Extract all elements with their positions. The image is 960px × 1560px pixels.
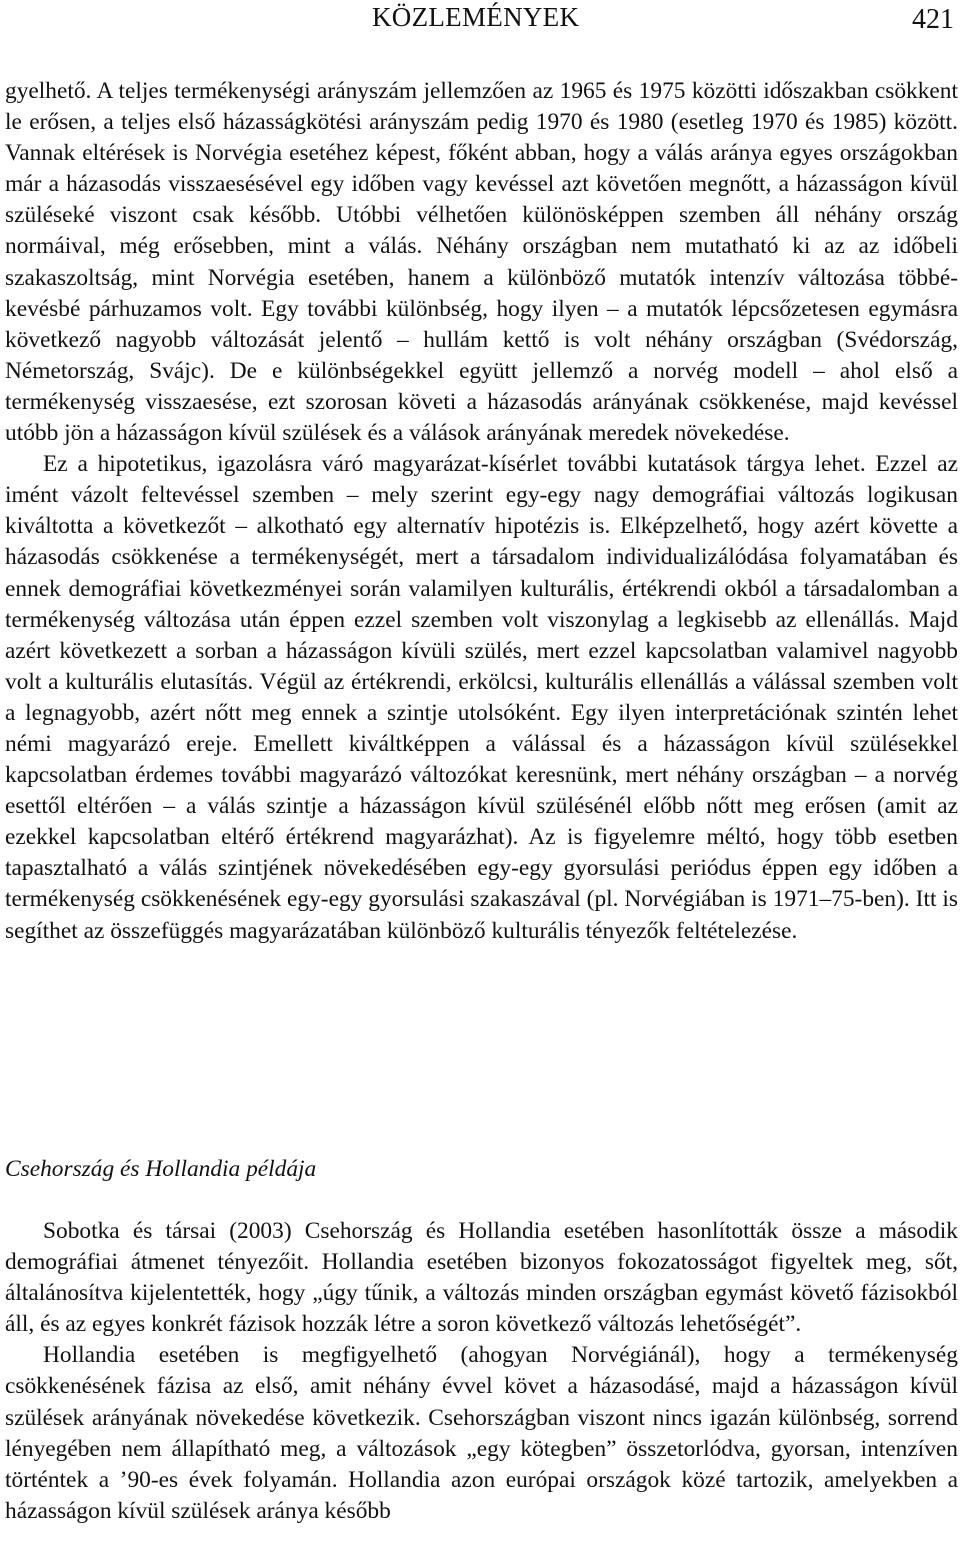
paragraph-sobotka: Sobotka és társai (2003) Csehország és Hollandia esetében hasonlították össze a második demográfiai átmenet tényezőit. Hollandia esetében bizonyos fokozatosságot figyeltek meg, sőt, általánosítva kijelentették, hogy „úgy tűnik, a változás minden országban egymást követő fázisokból áll, és az egyes konkrét fázisok hozzák létre a soron következő változás lehetőségét”.: [5, 1218, 958, 1338]
paragraph-hollandia: Hollandia esetében is megfigyelhető (ahogyan Norvégiánál), hogy a termékenység csökkenésének fázisa az első, amit néhány évvel követ a házasodásé, majd a házasságon kívül szülések arányának növekedése következik. Csehországban viszont nincs igazán különbség, sorrend lényegében nem állapítható meg, a változások „egy kötegben” összetorlódva, gyorsan, intenzíven történtek a ’90-es évek folyamán. Hollandia azon európai országok közé tartozik, amelyekben a házasságon kívül szülések aránya később: [5, 1342, 958, 1524]
running-title: KÖZLEMÉNYEK: [372, 2, 580, 32]
running-header: [0, 0, 960, 40]
body-text-part1: [5, 76, 958, 947]
body-text-part2: [5, 1216, 958, 1527]
paragraph-hypothesis: Ez a hipotetikus, igazolásra váró magyarázat-kísérlet további kutatások tárgya lehet. Ezzel az imént vázolt feltevéssel szemben – mely szerint egy-egy nagy demográfiai változás logikusan kiváltotta a következőt – alkotható egy alternatív hipotézis is. Elképzelhető, hogy azért követte a házasodás csökkenése a termékenységét, mert a társadalom individualizálódása folyamatában és ennek demográfiai következményei során valamilyen kulturális, értékrendi okból a társadalomban a termékenység változása után éppen ezzel szemben volt viszonylag a legkisebb az ellenállás. Majd azért következett a sorban a házasságon kívüli szülés, mert ezzel kapcsolatban valamivel nagyobb volt a kulturális elutasítás. Végül az értékrendi, erkölcsi, kulturális ellenállás a válással szemben volt a legnagyobb, azért nőtt meg ennek a szintje utolsóként. Egy ilyen interpretációnak szintén lehet némi magyarázó ereje. Emellett kiváltképpen a válással és a házasságon kívül szülésekkel kapcsolatban érdemes további magyarázó változókat keresnünk, mert néhány országban – a norvég esettől eltérően – a válás szintje a házasságon kívül szülésénél előbb nőtt meg erősen (amit az ezekkel kapcsolatban eltérő értékrend magyarázhat). Az is figyelemre méltó, hogy több esetben tapasztalható a válás szintjének növekedésében egy-egy gyorsulási periódus éppen egy időben a termékenység csökkenésének egy-egy gyorsulási szakaszával (pl. Norvégiában is 1971–75-ben). Itt is segíthet az összefüggés magyarázatában különböző kulturális tényezők feltételezése.: [5, 451, 958, 944]
page-number: 421: [912, 4, 954, 35]
paragraph-continued: gyelhető. A teljes termékenységi arányszám jellemzően az 1965 és 1975 közötti időszakban csökkent le erősen, a teljes első házasságkötési arányszám pedig 1970 és 1980 (esetleg 1970 és 1985) között. Vannak eltérések is Norvégia esetéhez képest, főként abban, hogy a válás aránya egyes országokban már a házasodás visszaesésével egy időben vagy kevéssel azt követően megnőtt, a házasságon kívül szüléseké viszont csak később. Utóbbi vélhetően különösképpen szemben áll néhány ország normáival, még erősebben, mint a válás. Néhány országban nem mutatható ki az az időbeli szakaszoltság, mint Norvégia esetében, hanem a különböző mutatók intenzív változása többé-kevésbé párhuzamos volt. Egy további különbség, hogy ilyen – a mutatók lépcsőzetesen egymásra következő nagyobb változását jelentő – hullám kettő is volt néhány országban (Svédország, Németország, Svájc). De e különbségekkel együtt jellemző a norvég modell – ahol első a termékenység visszaesése, ezt szorosan követi a házasodás arányának csökkenése, majd kevéssel utóbb jön a házasságon kívül szülések és a válások arányának meredek növekedése.: [5, 78, 958, 447]
section-heading: Csehország és Hollandia példája: [5, 1156, 317, 1182]
